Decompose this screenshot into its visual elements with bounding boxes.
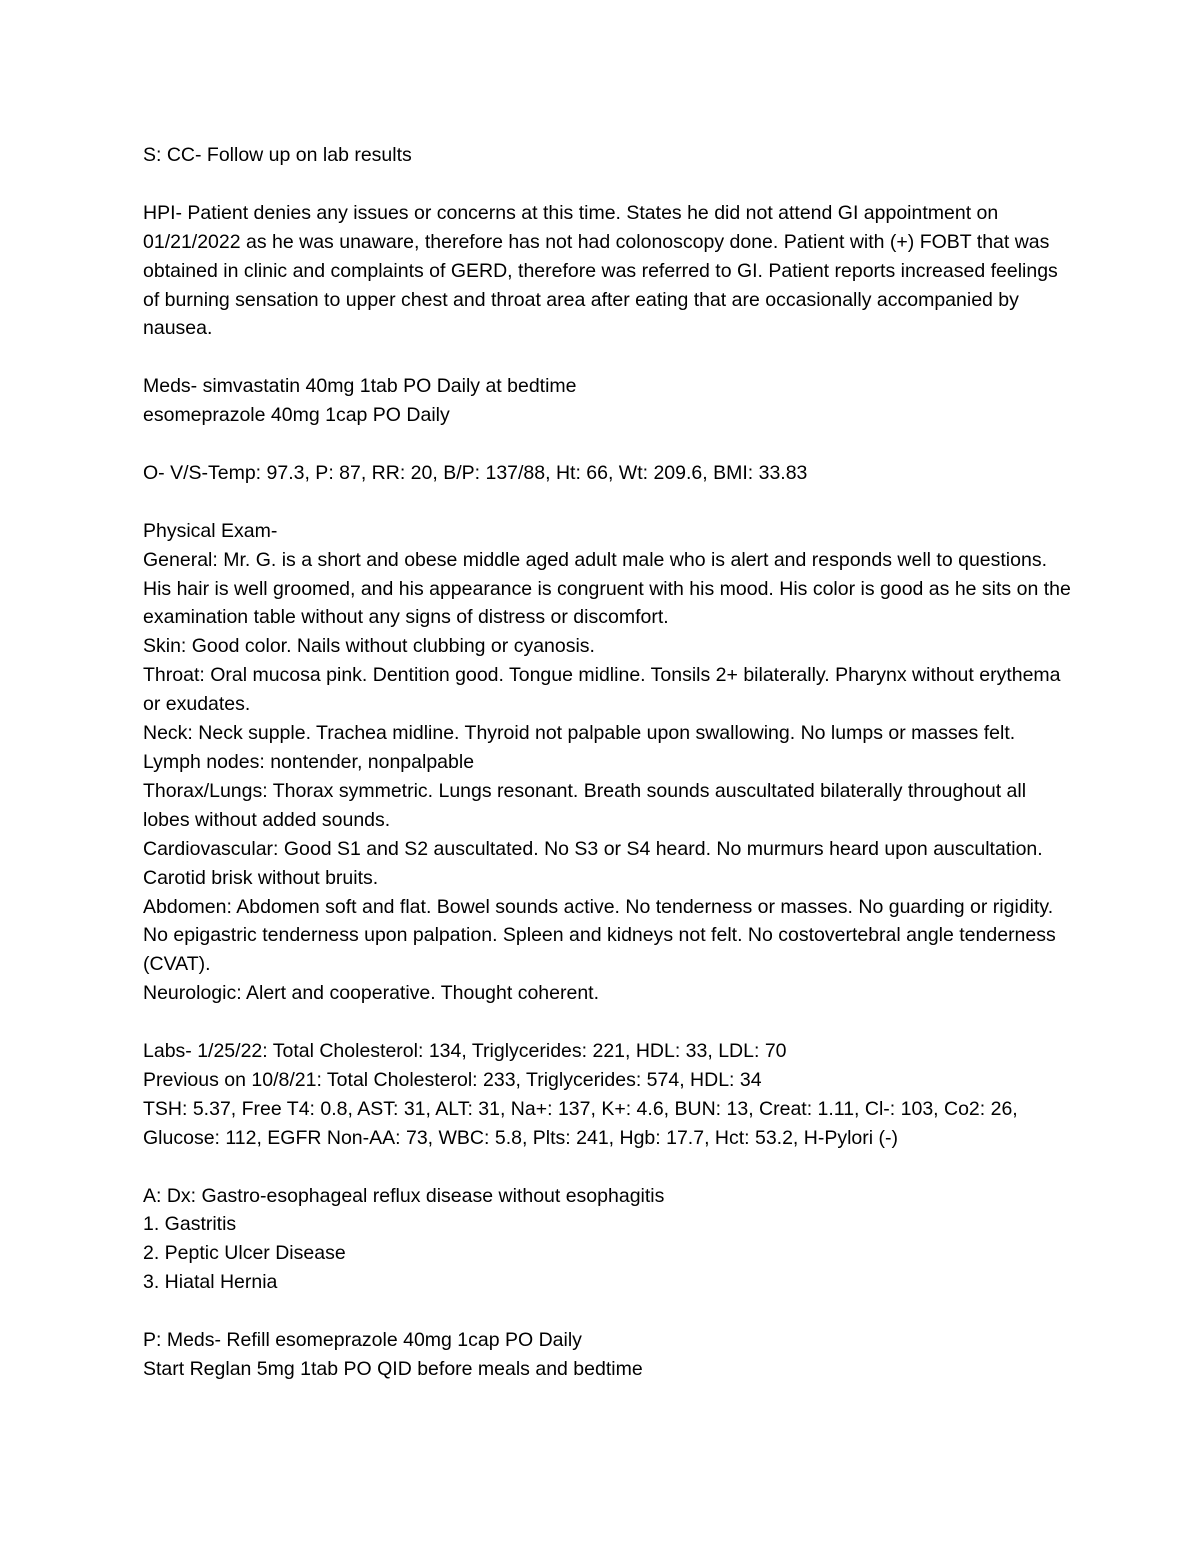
- exam-skin: Skin: Good color. Nails without clubbing or cyanosis.: [143, 635, 595, 658]
- labs-panel: TSH: 5.37, Free T4: 0.8, AST: 31, ALT: 31, Na+: 137, K+: 4.6, BUN: 13, Creat: 1.11, Cl-: 103, Co2: 26, Glucose: 112, EGFR Non-AA: 73, WBC: 5.8, Plts: 241, Hgb: 17.7, Hct: 53.2, H-Pylori (-): [143, 1097, 1024, 1149]
- exam-abdomen: Abdomen: Abdomen soft and flat. Bowel sounds active. No tenderness or masses. No guarding or rigidity. No epigastric tenderness upon palpation. Spleen and kidneys not felt. No costovertebral angle tenderness (CVAT).: [143, 895, 1062, 976]
- exam-throat: Throat: Oral mucosa pink. Dentition good. Tongue midline. Tonsils 2+ bilaterally. Pharynx without erythema or exudates.: [143, 664, 1066, 716]
- section-spacer: [143, 1297, 1073, 1326]
- med-line-simvastatin: Meds- simvastatin 40mg 1tab PO Daily at bedtime: [143, 375, 577, 398]
- med-line-esomeprazole: esomeprazole 40mg 1cap PO Daily: [143, 404, 450, 427]
- plan-start-reglan: Start Reglan 5mg 1tab PO QID before meals and bedtime: [143, 1357, 643, 1380]
- assessment-diagnosis: A: Dx: Gastro-esophageal reflux disease without esophagitis: [143, 1184, 665, 1207]
- vital-signs: O- V/S-Temp: 97.3, P: 87, RR: 20, B/P: 137/88, Ht: 66, Wt: 209.6, BMI: 33.83: [143, 461, 808, 484]
- section-spacer: [143, 488, 1073, 517]
- section-spacer: [143, 1008, 1073, 1037]
- exam-neck: Neck: Neck supple. Trachea midline. Thyroid not palpable upon swallowing. No lumps or masses felt.: [143, 722, 1016, 745]
- exam-thorax-lungs: Thorax/Lungs: Thorax symmetric. Lungs resonant. Breath sounds auscultated bilaterally throughout all lobes without added sounds.: [143, 779, 1032, 831]
- chief-complaint: S: CC- Follow up on lab results: [143, 144, 412, 166]
- labs-current: Labs- 1/25/22: Total Cholesterol: 134, Triglycerides: 221, HDL: 33, LDL: 70: [143, 1040, 787, 1063]
- differential-item: 1. Gastritis: [143, 1213, 237, 1236]
- section-spacer: [143, 430, 1073, 459]
- section-spacer: [143, 343, 1073, 372]
- hpi-paragraph: HPI- Patient denies any issues or concerns at this time. States he did not attend GI appointment on 01/21/2022 as he was unaware, therefore has not had colonoscopy done. Patient with (+) FOBT that was obtained in clinic and complaints of GERD, therefore was referred to GI. Patient reports increased feelings of burning sensation to upper chest and throat area after eating that are occasionally accompanied by nausea.: [143, 201, 1064, 340]
- plan-refill: P: Meds- Refill esomeprazole 40mg 1cap PO Daily: [143, 1329, 582, 1352]
- labs-previous: Previous on 10/8/21: Total Cholesterol: 233, Triglycerides: 574, HDL: 34: [143, 1068, 762, 1091]
- exam-neurologic: Neurologic: Alert and cooperative. Thought coherent.: [143, 982, 600, 1005]
- physical-exam-heading: Physical Exam-: [143, 519, 278, 542]
- differential-item: 3. Hiatal Hernia: [143, 1271, 278, 1294]
- exam-cardiovascular: Cardiovascular: Good S1 and S2 auscultated. No S3 or S4 heard. No murmurs heard upon auscultation. Carotid brisk without bruits.: [143, 837, 1049, 889]
- section-spacer: [143, 170, 1073, 199]
- soap-note-document: [143, 141, 1077, 1384]
- exam-lymph-nodes: Lymph nodes: nontender, nonpalpable: [143, 750, 475, 773]
- differential-item: 2. Peptic Ulcer Disease: [143, 1242, 346, 1265]
- section-spacer: [143, 1153, 1073, 1182]
- exam-general: General: Mr. G. is a short and obese middle aged adult male who is alert and responds well to questions. His hair is well groomed, and his appearance is congruent with his mood. His color is good as he sits on the examination table without any signs of distress or discomfort.: [143, 548, 1077, 629]
